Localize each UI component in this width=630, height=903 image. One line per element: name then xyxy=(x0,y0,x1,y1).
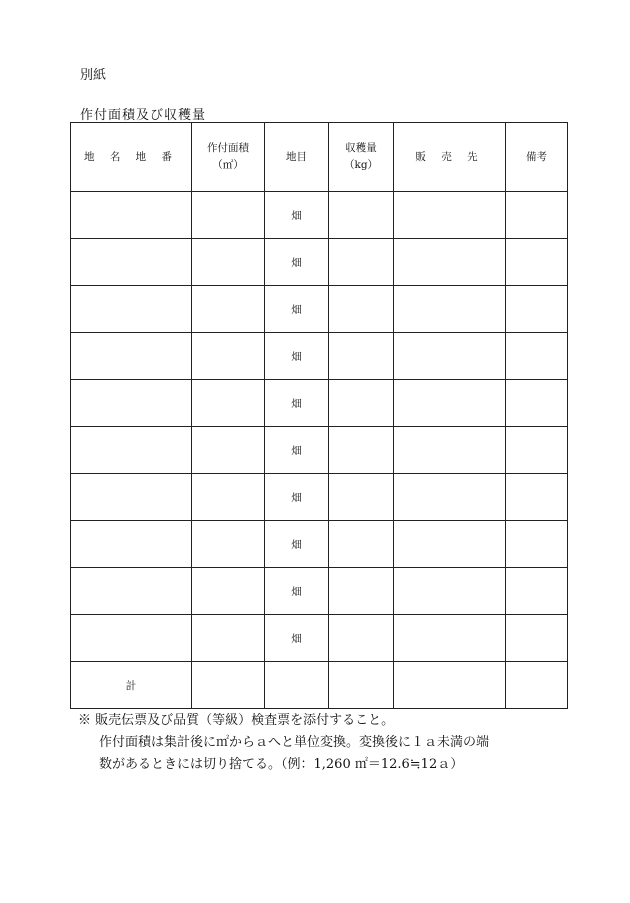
table-row xyxy=(71,286,568,333)
land-type-cell: 畑 xyxy=(265,427,329,474)
buyer-cell[interactable] xyxy=(394,521,506,568)
harvest-cell[interactable] xyxy=(329,333,394,380)
header-area xyxy=(192,123,265,192)
land-type-cell: 畑 xyxy=(265,333,329,380)
harvest-cell[interactable] xyxy=(329,192,394,239)
remarks-cell[interactable] xyxy=(506,192,568,239)
table-row xyxy=(71,333,568,380)
area-cell[interactable] xyxy=(192,568,265,615)
header-harvest-label: 収穫量 xyxy=(345,142,377,155)
buyer-cell[interactable] xyxy=(394,568,506,615)
buyer-cell[interactable] xyxy=(394,427,506,474)
harvest-cell[interactable] xyxy=(329,239,394,286)
area-cell[interactable] xyxy=(192,239,265,286)
note-line-3: 数があるときには切り捨てる。（例：1,260 ㎡＝12.6≒12ａ） xyxy=(99,757,464,772)
area-cell[interactable] xyxy=(192,380,265,427)
area-cell[interactable] xyxy=(192,192,265,239)
total-label: 計 xyxy=(71,662,192,709)
land-type-cell: 畑 xyxy=(265,380,329,427)
location-cell[interactable] xyxy=(71,192,192,239)
note-line-2: 作付面積は集計後に㎡からａへと単位変換。変換後に１ａ未満の端 xyxy=(99,735,490,750)
land-type-cell: 畑 xyxy=(265,192,329,239)
location-cell[interactable] xyxy=(71,615,192,662)
remarks-cell[interactable] xyxy=(506,380,568,427)
remarks-cell[interactable] xyxy=(506,286,568,333)
header-harvest xyxy=(329,123,394,192)
crop-area-harvest-table xyxy=(70,122,568,709)
remarks-cell[interactable] xyxy=(506,427,568,474)
harvest-cell[interactable] xyxy=(329,474,394,521)
area-cell[interactable] xyxy=(192,333,265,380)
land-type-cell: 畑 xyxy=(265,474,329,521)
location-cell[interactable] xyxy=(71,568,192,615)
buyer-cell[interactable] xyxy=(394,380,506,427)
remarks-cell[interactable] xyxy=(506,615,568,662)
table-row xyxy=(71,474,568,521)
location-cell[interactable] xyxy=(71,474,192,521)
land-type-cell: 畑 xyxy=(265,615,329,662)
buyer-cell[interactable] xyxy=(394,239,506,286)
total-land-type-cell xyxy=(265,662,329,709)
total-row xyxy=(71,662,568,709)
area-cell[interactable] xyxy=(192,427,265,474)
harvest-cell[interactable] xyxy=(329,521,394,568)
table-row xyxy=(71,239,568,286)
total-buyer-cell xyxy=(394,662,506,709)
location-cell[interactable] xyxy=(71,521,192,568)
location-cell[interactable] xyxy=(71,380,192,427)
buyer-cell[interactable] xyxy=(394,474,506,521)
header-harvest-unit: （kg） xyxy=(343,159,379,171)
header-land-type: 地目 xyxy=(265,123,329,192)
harvest-cell[interactable] xyxy=(329,286,394,333)
buyer-cell[interactable] xyxy=(394,333,506,380)
buyer-cell[interactable] xyxy=(394,192,506,239)
remarks-cell[interactable] xyxy=(506,568,568,615)
header-location: 地 名 地 番 xyxy=(71,123,192,192)
document-title: 作付面積及び収穫量 xyxy=(80,108,207,123)
header-area-label: 作付面積 xyxy=(207,142,249,155)
table-row xyxy=(71,192,568,239)
attachment-label: 別紙 xyxy=(80,68,107,83)
land-type-cell: 畑 xyxy=(265,239,329,286)
table-row xyxy=(71,521,568,568)
note-line-1: ※ 販売伝票及び品質（等級）検査票を添付すること。 xyxy=(78,713,395,728)
notes xyxy=(78,710,489,776)
land-type-cell: 畑 xyxy=(265,521,329,568)
table-row xyxy=(71,427,568,474)
harvest-cell[interactable] xyxy=(329,427,394,474)
remarks-cell[interactable] xyxy=(506,333,568,380)
header-buyer: 販 売 先 xyxy=(394,123,506,192)
land-type-cell: 畑 xyxy=(265,286,329,333)
header-remarks: 備考 xyxy=(506,123,568,192)
area-cell[interactable] xyxy=(192,615,265,662)
table-header-row xyxy=(71,123,568,192)
buyer-cell[interactable] xyxy=(394,286,506,333)
area-cell[interactable] xyxy=(192,474,265,521)
header-area-unit: （㎡） xyxy=(212,159,244,171)
area-cell[interactable] xyxy=(192,286,265,333)
area-cell[interactable] xyxy=(192,521,265,568)
location-cell[interactable] xyxy=(71,239,192,286)
harvest-cell[interactable] xyxy=(329,568,394,615)
harvest-cell[interactable] xyxy=(329,615,394,662)
location-cell[interactable] xyxy=(71,427,192,474)
remarks-cell[interactable] xyxy=(506,239,568,286)
location-cell[interactable] xyxy=(71,333,192,380)
harvest-cell[interactable] xyxy=(329,380,394,427)
remarks-cell[interactable] xyxy=(506,474,568,521)
total-remarks-cell[interactable] xyxy=(506,662,568,709)
total-harvest-cell[interactable] xyxy=(329,662,394,709)
table-row xyxy=(71,615,568,662)
remarks-cell[interactable] xyxy=(506,521,568,568)
table-row xyxy=(71,380,568,427)
buyer-cell[interactable] xyxy=(394,615,506,662)
total-area-cell[interactable] xyxy=(192,662,265,709)
land-type-cell: 畑 xyxy=(265,568,329,615)
location-cell[interactable] xyxy=(71,286,192,333)
table-row xyxy=(71,568,568,615)
